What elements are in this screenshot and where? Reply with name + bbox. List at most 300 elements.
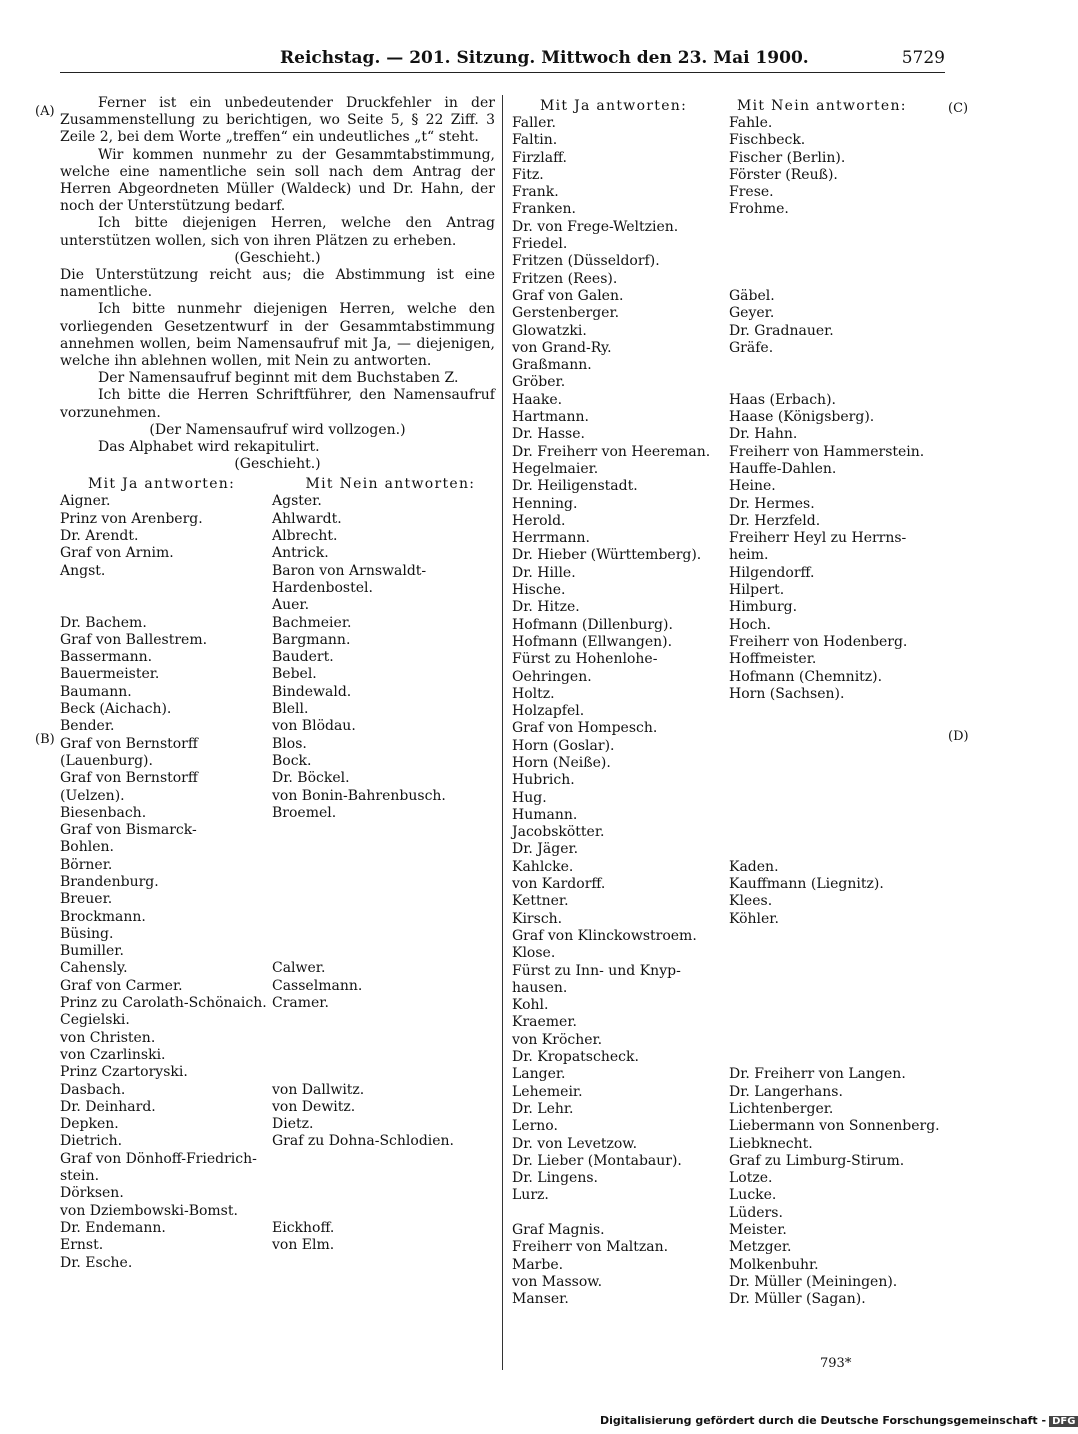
paragraph: Ich bitte diejenigen Herren, welche den Antrag unterstützen wollen, sich von ihren Plätzen zu erheben. xyxy=(60,215,495,249)
vote-list-right xyxy=(512,115,947,1308)
name-nein: Dietz. xyxy=(272,1116,314,1133)
table-row xyxy=(60,1220,495,1237)
table-row xyxy=(60,580,495,597)
name-nein: Meister. xyxy=(729,1222,787,1238)
name-nein: Köhler. xyxy=(729,910,779,927)
name-ja: Dr. Lehr. xyxy=(512,1100,574,1117)
name-nein xyxy=(729,790,947,807)
name-nein: Fahle. xyxy=(729,115,773,131)
name-ja: Oehringen. xyxy=(512,668,592,685)
table-row xyxy=(512,219,947,236)
name-nein xyxy=(729,703,947,720)
table-row xyxy=(512,876,947,893)
name-nein: Fischbeck. xyxy=(729,132,806,149)
table-row xyxy=(512,582,947,599)
table-row xyxy=(60,493,495,510)
name-nein: Dr. Böckel. xyxy=(272,770,350,787)
table-row xyxy=(512,426,947,443)
name-nein xyxy=(729,1032,947,1049)
name-ja: Brandenburg. xyxy=(60,874,159,890)
name-nein: Graf zu Limburg-Stirum. xyxy=(729,1152,905,1169)
name-nein: Dr. Müller (Meiningen). xyxy=(729,1273,898,1290)
table-row xyxy=(60,753,495,770)
table-row xyxy=(60,632,495,649)
name-nein: Dr. Herzfeld. xyxy=(729,512,821,529)
name-nein xyxy=(272,943,495,960)
name-nein: Freiherr von Hammerstein. xyxy=(729,443,925,460)
table-row xyxy=(512,651,947,668)
name-ja: Cegielski. xyxy=(60,1012,130,1029)
name-nein xyxy=(729,253,947,270)
table-row xyxy=(512,738,947,755)
name-ja: Dr. von Levetzow. xyxy=(512,1135,638,1152)
name-ja: von Czarlinski. xyxy=(60,1046,166,1063)
name-ja: Dasbach. xyxy=(60,1081,126,1098)
name-nein xyxy=(729,219,947,236)
table-row xyxy=(512,755,947,772)
header-nein: Mit Nein antworten: xyxy=(737,98,907,114)
stage-direction: (Geschieht.) xyxy=(234,456,321,473)
name-ja: Frank. xyxy=(512,184,559,201)
table-row xyxy=(512,980,947,997)
table-row xyxy=(60,1237,495,1254)
name-ja: von Kardorff. xyxy=(512,876,606,893)
name-nein: Haase (Königsberg). xyxy=(729,409,875,426)
name-nein: Blos. xyxy=(272,735,307,752)
table-row xyxy=(512,253,947,270)
table-row xyxy=(512,236,947,253)
name-ja: Dr. Arendt. xyxy=(60,528,139,545)
table-row xyxy=(512,444,947,461)
name-nein: Horn (Sachsen). xyxy=(729,685,845,702)
name-nein xyxy=(729,824,947,841)
table-row xyxy=(512,1136,947,1153)
name-nein: Heine. xyxy=(729,478,776,495)
table-row xyxy=(60,684,495,701)
table-row xyxy=(512,1153,947,1170)
name-ja: Freiherr von Maltzan. xyxy=(512,1239,669,1256)
name-ja: Graf von Dönhoff-Friedrich- xyxy=(60,1150,257,1167)
name-nein: Klees. xyxy=(729,893,773,910)
name-ja: Humann. xyxy=(512,806,578,823)
table-row xyxy=(512,1274,947,1291)
name-ja: Kraemer. xyxy=(512,1014,577,1031)
name-ja: Aigner. xyxy=(60,493,111,510)
name-nein: Dr. Freiherr von Langen. xyxy=(729,1066,906,1083)
name-nein xyxy=(272,857,495,874)
table-row xyxy=(60,718,495,735)
margin-mark-c: (C) xyxy=(948,101,969,116)
table-row xyxy=(512,374,947,391)
name-nein: Casselmann. xyxy=(272,977,363,994)
name-ja: Bumiller. xyxy=(60,943,124,960)
table-row xyxy=(512,323,947,340)
name-nein: Broemel. xyxy=(272,804,337,821)
table-row xyxy=(512,859,947,876)
name-nein xyxy=(729,841,947,858)
table-row xyxy=(512,963,947,980)
dfg-logo: DFG xyxy=(1049,1416,1078,1427)
name-nein: Liebermann von Sonnenberg. xyxy=(729,1118,940,1135)
table-row xyxy=(60,563,495,580)
table-row xyxy=(512,496,947,513)
name-nein: Dr. Langerhans. xyxy=(729,1083,843,1100)
name-nein xyxy=(272,1047,495,1064)
footer xyxy=(600,1414,1078,1427)
table-row xyxy=(512,409,947,426)
table-row xyxy=(512,824,947,841)
name-nein: Baudert. xyxy=(272,649,334,666)
name-ja: von Kröcher. xyxy=(512,1031,603,1048)
margin-mark-b: (B) xyxy=(35,732,55,747)
stage-direction: (Geschieht.) xyxy=(234,249,321,266)
name-nein: Baron von Arnswaldt- xyxy=(272,562,427,579)
name-nein xyxy=(729,236,947,253)
name-ja: Herold. xyxy=(512,512,566,529)
table-row xyxy=(60,545,495,562)
table-row xyxy=(512,150,947,167)
paragraph: Der Namensaufruf beginnt mit dem Buchstaben Z. xyxy=(98,370,459,387)
name-nein xyxy=(729,755,947,772)
name-ja: Dr. Lingens. xyxy=(512,1170,598,1187)
paragraph: Ferner ist ein unbedeutender Druckfehler in der Zusammenstellung zu berichtigen, wo Seite 5, § 22 Ziff. 3 Zeile 2, bei dem Worte „treffen“ ein undeutliches „t“ steht. xyxy=(60,95,495,146)
name-ja: Cahensly. xyxy=(60,960,128,977)
name-ja: Graf von Arnim. xyxy=(60,545,174,562)
footer-text: Digitalisierung gefördert durch die Deutsche Forschungsgemeinschaft - xyxy=(600,1414,1047,1427)
name-nein xyxy=(272,926,495,943)
table-row xyxy=(512,1014,947,1031)
name-nein: Cramer. xyxy=(272,995,329,1012)
table-row xyxy=(512,1239,947,1256)
name-nein: Gäbel. xyxy=(729,287,775,304)
stage-direction: (Der Namensaufruf wird vollzogen.) xyxy=(149,421,406,438)
name-ja: Lurz. xyxy=(512,1187,549,1204)
name-ja: Büsing. xyxy=(60,925,114,942)
table-row xyxy=(512,392,947,409)
vote-column-headers xyxy=(60,475,495,493)
table-row xyxy=(512,1032,947,1049)
table-row xyxy=(512,530,947,547)
name-nein: von Bonin-Bahrenbusch. xyxy=(272,787,446,804)
table-row xyxy=(512,997,947,1014)
name-ja: Jacobskötter. xyxy=(512,824,605,841)
name-ja xyxy=(60,580,272,597)
table-row xyxy=(512,357,947,374)
name-ja: Holzapfel. xyxy=(512,703,585,720)
name-nein: Graf zu Dohna-Schlodien. xyxy=(272,1133,455,1150)
name-nein xyxy=(272,1030,495,1047)
name-nein: von Elm. xyxy=(272,1237,335,1254)
table-row xyxy=(512,841,947,858)
table-row xyxy=(60,511,495,528)
table-row xyxy=(60,736,495,753)
table-row xyxy=(512,271,947,288)
name-nein: Hauffe-Dahlen. xyxy=(729,460,837,477)
paragraph: Die Unterstützung reicht aus; die Abstimmung ist eine namentliche. xyxy=(60,267,495,301)
table-row xyxy=(60,615,495,632)
name-nein: Hilgendorff. xyxy=(729,564,815,581)
name-nein: Frese. xyxy=(729,184,774,201)
paragraph: Ich bitte nunmehr diejenigen Herren, welche den vorliegenden Gesetzentwurf in der Gesammtabstimmung annehmen wollen, beim Namensaufruf mit Ja, — diejenigen, welche ihn ablehnen wollen, mit Nein zu antworten. xyxy=(60,301,495,370)
name-ja: Graf von Bernstorff xyxy=(60,770,198,787)
name-nein: Lucke. xyxy=(729,1187,777,1204)
name-nein xyxy=(272,1168,495,1185)
name-ja: Dr. Jäger. xyxy=(512,841,579,858)
paragraph: Ich bitte die Herren Schriftführer, den Namensaufruf vorzunehmen. xyxy=(60,387,495,421)
name-nein: Dr. Müller (Sagan). xyxy=(729,1291,866,1308)
name-nein: Bebel. xyxy=(272,666,317,683)
name-nein: Antrick. xyxy=(272,545,329,562)
name-ja: Hofmann (Dillenburg). xyxy=(512,616,673,633)
table-row xyxy=(512,461,947,478)
table-row xyxy=(512,1222,947,1239)
name-nein: Bargmann. xyxy=(272,631,351,648)
name-ja xyxy=(512,1205,729,1222)
table-row xyxy=(60,909,495,926)
name-nein xyxy=(272,839,495,856)
name-ja: Fürst zu Hohenlohe- xyxy=(512,651,658,668)
table-row xyxy=(512,720,947,737)
name-nein xyxy=(272,822,495,839)
table-row xyxy=(512,201,947,218)
name-ja: Graf von Ballestrem. xyxy=(60,631,208,648)
name-ja: Graf von Klinckowstroem. xyxy=(512,927,697,944)
name-nein: Albrecht. xyxy=(272,528,338,545)
table-row xyxy=(60,701,495,718)
table-row xyxy=(60,978,495,995)
name-nein: Gräfe. xyxy=(729,339,774,356)
table-row xyxy=(512,893,947,910)
name-nein: Auer. xyxy=(272,597,310,614)
name-ja: Prinz von Arenberg. xyxy=(60,510,203,527)
table-row xyxy=(512,478,947,495)
name-ja: Dr. Hille. xyxy=(512,564,576,581)
sheet-signature: 793* xyxy=(820,1356,852,1371)
name-nein: Bindewald. xyxy=(272,683,352,700)
name-nein: Hofmann (Chemnitz). xyxy=(729,668,883,685)
table-row xyxy=(512,1291,947,1308)
table-row xyxy=(60,960,495,977)
name-ja: Dr. Hieber (Württemberg). xyxy=(512,547,702,564)
name-nein xyxy=(272,891,495,908)
name-nein xyxy=(729,980,947,997)
table-row xyxy=(60,995,495,1012)
name-ja: Dr. Esche. xyxy=(60,1254,133,1271)
margin-mark-d: (D) xyxy=(948,729,969,744)
name-ja: Glowatzki. xyxy=(512,322,587,339)
name-nein xyxy=(272,1255,495,1272)
name-ja: Fritzen (Düsseldorf). xyxy=(512,253,660,270)
name-ja: von Christen. xyxy=(60,1029,156,1046)
paragraph: Wir kommen nunmehr zu der Gesammtabstimmung, welche eine namentliche sein soll nach dem Antrag der Herren Abgeordneten Müller (Waldeck) und Dr. Hahn, der noch der Unterstützung bedarf. xyxy=(60,146,495,215)
name-ja: Graf Magnis. xyxy=(512,1222,605,1238)
name-ja: Lehemeir. xyxy=(512,1083,583,1100)
name-nein xyxy=(729,1049,947,1066)
name-ja: stein. xyxy=(60,1168,100,1185)
name-nein xyxy=(272,1012,495,1029)
name-ja: Kettner. xyxy=(512,893,569,910)
table-row xyxy=(512,132,947,149)
name-ja: Graßmann. xyxy=(512,357,592,374)
table-row xyxy=(60,1099,495,1116)
name-ja: Gröber. xyxy=(512,374,566,391)
name-nein: Calwer. xyxy=(272,960,326,977)
page-number: 5729 xyxy=(901,48,945,68)
name-ja: Kohl. xyxy=(512,997,549,1014)
table-row xyxy=(512,928,947,945)
table-row xyxy=(60,788,495,805)
name-ja: Hubrich. xyxy=(512,772,575,789)
name-nein xyxy=(729,357,947,374)
table-row xyxy=(512,184,947,201)
vote-list-left xyxy=(60,493,495,1271)
header-ja: Mit Ja antworten: xyxy=(540,98,688,114)
right-column xyxy=(512,95,947,1308)
name-ja: Depken. xyxy=(60,1116,119,1133)
page-header xyxy=(60,48,945,73)
name-nein: Freiherr Heyl zu Herrns- xyxy=(729,530,907,547)
table-row xyxy=(60,1133,495,1150)
table-row xyxy=(512,340,947,357)
table-row xyxy=(512,513,947,530)
name-ja: Dr. Hitze. xyxy=(512,599,580,616)
name-ja: Marbe. xyxy=(512,1256,564,1273)
table-row xyxy=(60,1030,495,1047)
name-ja: Dörksen. xyxy=(60,1185,124,1202)
table-row xyxy=(60,1203,495,1220)
name-nein xyxy=(272,1151,495,1168)
table-row xyxy=(512,599,947,616)
name-nein xyxy=(729,963,947,980)
name-nein: Lüders. xyxy=(729,1204,783,1221)
header-ja: Mit Ja antworten: xyxy=(88,476,236,493)
name-ja: Baumann. xyxy=(60,683,132,700)
name-ja: Manser. xyxy=(512,1291,569,1308)
name-nein: Hardenbostel. xyxy=(272,579,373,596)
table-row xyxy=(512,288,947,305)
name-nein: Blell. xyxy=(272,701,309,718)
name-ja: Holtz. xyxy=(512,685,555,702)
table-row xyxy=(512,790,947,807)
name-nein: von Dallwitz. xyxy=(272,1081,365,1098)
name-ja: Breuer. xyxy=(60,891,113,908)
name-nein xyxy=(272,1203,495,1220)
name-ja: Fitz. xyxy=(512,166,544,183)
name-ja: Dr. Endemann. xyxy=(60,1219,166,1236)
name-nein: Hoffmeister. xyxy=(729,651,817,668)
table-row xyxy=(60,1116,495,1133)
name-nein xyxy=(729,374,947,391)
name-nein: Kauffmann (Liegnitz). xyxy=(729,876,884,893)
name-ja: Angst. xyxy=(60,562,106,579)
name-nein: Eickhoff. xyxy=(272,1219,335,1236)
name-nein: Freiherr von Hodenberg. xyxy=(729,633,908,650)
name-ja: Hartmann. xyxy=(512,409,589,426)
name-ja: Firzlaff. xyxy=(512,149,567,166)
name-nein: Himburg. xyxy=(729,599,798,616)
name-ja: Dr. Deinhard. xyxy=(60,1098,156,1115)
table-row xyxy=(60,926,495,943)
name-ja: Hofmann (Ellwangen). xyxy=(512,633,673,650)
name-ja: Fritzen (Rees). xyxy=(512,270,618,287)
name-ja: Dr. von Frege-Weltzien. xyxy=(512,218,679,235)
name-ja: Faltin. xyxy=(512,132,558,149)
name-ja: Biesenbach. xyxy=(60,804,147,821)
name-nein: Hoch. xyxy=(729,616,771,633)
table-row xyxy=(512,945,947,962)
table-row xyxy=(60,1151,495,1168)
name-ja: Faller. xyxy=(512,115,556,131)
table-row xyxy=(512,634,947,651)
name-nein: Molkenbuhr. xyxy=(729,1256,819,1273)
name-ja: Graf von Hompesch. xyxy=(512,720,658,737)
name-nein: Geyer. xyxy=(729,305,775,322)
table-row xyxy=(512,1205,947,1222)
name-nein: Fischer (Berlin). xyxy=(729,149,846,166)
vote-column-headers xyxy=(512,97,947,115)
name-nein: heim. xyxy=(729,547,769,564)
paragraph: Das Alphabet wird rekapitulirt. xyxy=(98,439,320,456)
name-nein xyxy=(729,997,947,1014)
name-ja: Graf von Galen. xyxy=(512,287,624,304)
name-ja: Dietrich. xyxy=(60,1133,123,1150)
name-nein: Frohme. xyxy=(729,201,789,218)
name-nein xyxy=(272,1064,495,1081)
name-ja: Bender. xyxy=(60,718,115,735)
name-nein: von Dewitz. xyxy=(272,1098,356,1115)
name-nein xyxy=(729,945,947,962)
name-ja: Bauermeister. xyxy=(60,666,160,683)
name-ja xyxy=(60,597,272,614)
table-row xyxy=(512,1049,947,1066)
name-ja: Dr. Hasse. xyxy=(512,426,585,443)
table-row xyxy=(60,1012,495,1029)
name-ja: von Grand-Ry. xyxy=(512,339,612,356)
name-nein xyxy=(729,772,947,789)
name-nein: Lotze. xyxy=(729,1170,773,1187)
name-ja: Graf von Bismarck- xyxy=(60,822,197,839)
table-row xyxy=(512,1170,947,1187)
name-ja: Kirsch. xyxy=(512,910,563,927)
name-nein xyxy=(272,1185,495,1202)
name-ja: (Lauenburg). xyxy=(60,752,153,769)
name-ja: Brockmann. xyxy=(60,908,146,925)
name-nein: Lichtenberger. xyxy=(729,1100,834,1117)
name-nein: Dr. Hermes. xyxy=(729,495,815,512)
name-ja: Kahlcke. xyxy=(512,858,574,875)
table-row xyxy=(512,772,947,789)
name-nein: Liebknecht. xyxy=(729,1135,813,1152)
table-row xyxy=(512,115,947,132)
name-nein xyxy=(729,720,947,737)
name-ja: Hug. xyxy=(512,789,547,806)
name-nein xyxy=(729,271,947,288)
table-row xyxy=(60,528,495,545)
name-ja: Dr. Lieber (Montabaur). xyxy=(512,1152,682,1169)
name-ja: Börner. xyxy=(60,856,113,873)
name-ja: Klose. xyxy=(512,945,556,962)
name-ja: Langer. xyxy=(512,1066,566,1083)
table-row xyxy=(60,1168,495,1185)
table-row xyxy=(60,839,495,856)
name-ja: Friedel. xyxy=(512,236,568,253)
name-nein: Dr. Hahn. xyxy=(729,426,798,443)
name-ja: Dr. Kropatscheck. xyxy=(512,1049,639,1066)
name-ja: Dr. Freiherr von Heereman. xyxy=(512,443,711,460)
name-nein: Haas (Erbach). xyxy=(729,391,836,408)
table-row xyxy=(60,1255,495,1272)
page-title: Reichstag. — 201. Sitzung. Mittwoch den 23. Mai 1900. xyxy=(280,48,809,68)
